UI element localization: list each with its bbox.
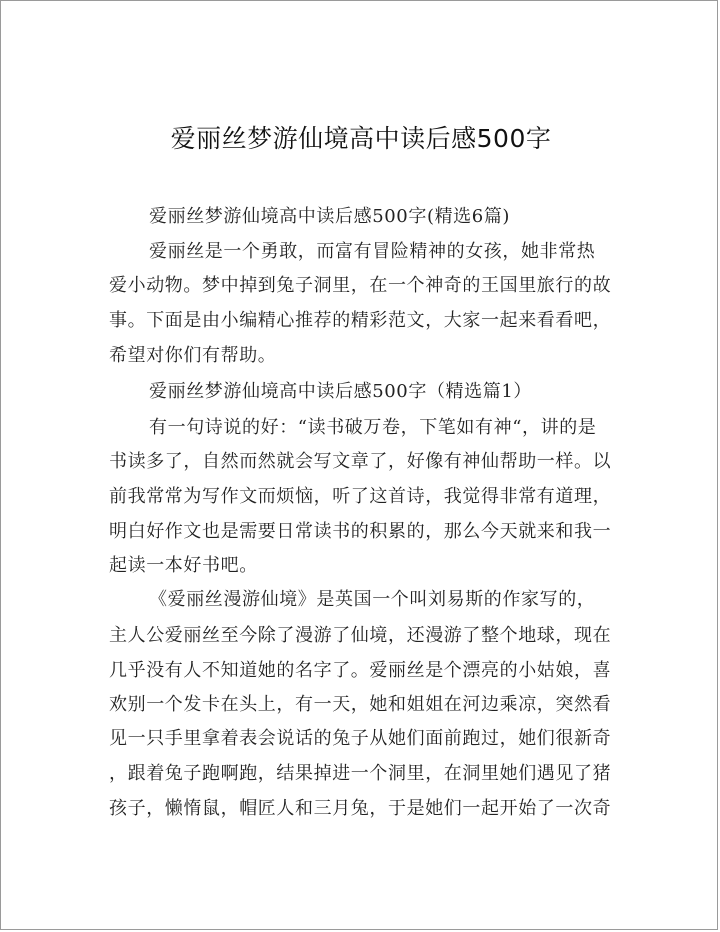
text-line: 《爱丽丝漫游仙境》是英国一个叫刘易斯的作家写的， <box>149 589 596 610</box>
text-line: ，跟着兔子跑啊跑，结果掉进一个洞里，在洞里她们遇见了猪 <box>109 763 612 784</box>
text-line: 希望对你们有帮助。 <box>109 345 277 366</box>
text-line: 主人公爱丽丝至今除了漫游了仙境，还漫游了整个地球，现在 <box>109 625 612 646</box>
subtitle-line: 爱丽丝梦游仙境高中读后感500字(精选6篇) <box>149 206 511 227</box>
text-line: 几乎没有人不知道她的名字了。爱丽丝是个漂亮的小姑娘，喜 <box>109 660 612 681</box>
section-heading: 爱丽丝梦游仙境高中读后感500字（精选篇1） <box>149 381 533 402</box>
text-line: 事。下面是由小编精心推荐的精彩范文，大家一起来看看吧， <box>109 310 612 331</box>
text-line: 爱小动物。梦中掉到兔子洞里，在一个神奇的王国里旅行的故 <box>109 275 612 296</box>
text-line: 明白好作文也是需要日常读书的积累的，那么今天就来和我一 <box>109 521 612 542</box>
text-line: 书读多了，自然而然就会写文章了，好像有神仙帮助一样。以 <box>109 451 612 472</box>
text-line: 欢别一个发卡在头上，有一天，她和姐姐在河边乘凉，突然看 <box>109 694 612 715</box>
document-title: 爱丽丝梦游仙境高中读后感500字 <box>170 124 552 153</box>
text-line: 有一句诗说的好：“读书破万卷，下笔如有神“，讲的是 <box>149 417 597 438</box>
text-line: 前我常常为写作文而烦恼，听了这首诗，我觉得非常有道理， <box>109 486 612 507</box>
text-line: 孩子，懒惰鼠，帽匠人和三月兔，于是她们一起开始了一次奇 <box>109 798 612 819</box>
text-line: 见一只手里拿着表会说话的兔子从她们面前跑过，她们很新奇 <box>109 728 612 749</box>
text-line: 起读一本好书吧。 <box>109 555 258 576</box>
text-line: 爱丽丝是一个勇敢，而富有冒险精神的女孩，她非常热 <box>149 241 596 262</box>
